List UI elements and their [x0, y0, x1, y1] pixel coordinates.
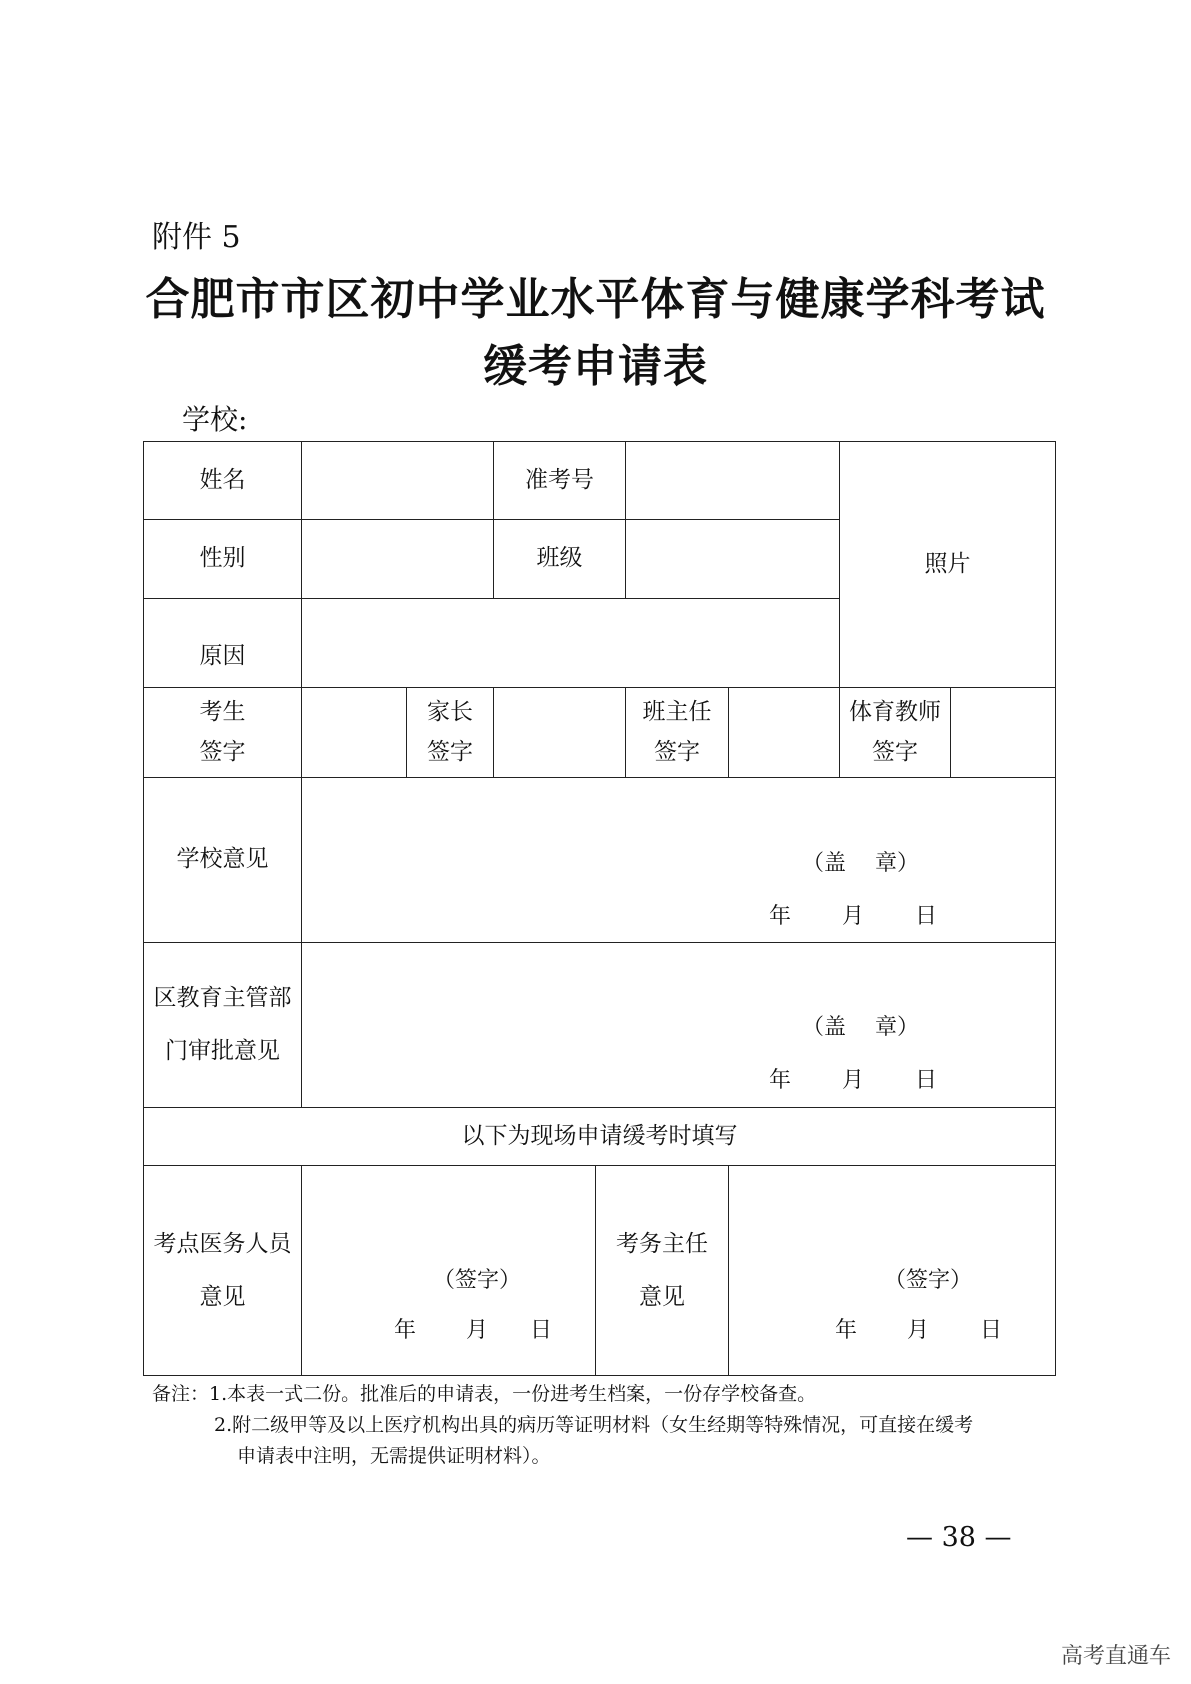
- medical-date-day: 日: [530, 1318, 553, 1343]
- gender-label: 性别: [143, 519, 302, 599]
- name-field[interactable]: [301, 441, 494, 520]
- name-label: 姓名: [143, 441, 302, 520]
- photo-box[interactable]: 照片: [839, 441, 1056, 688]
- district-date-month: 月: [842, 1068, 865, 1093]
- watermark: 高考直通车: [1060, 1644, 1171, 1669]
- school-date-month: 月: [842, 904, 865, 929]
- school-opinion-field[interactable]: [301, 777, 1056, 943]
- medical-sign-text: （签字）: [433, 1268, 522, 1293]
- teacher-sign-label: 班主任 签字: [625, 687, 729, 778]
- district-opinion-field[interactable]: [301, 942, 1056, 1108]
- district-date-year: 年: [769, 1068, 792, 1093]
- pe-teacher-sign-label: 体育教师 签字: [839, 687, 951, 778]
- student-sign-label: 考生 签字: [143, 687, 302, 778]
- teacher-sign-field[interactable]: [728, 687, 840, 778]
- note-2-continued: 申请表中注明，无需提供证明材料）。: [237, 1445, 551, 1467]
- medical-date-year: 年: [394, 1318, 417, 1343]
- page-title: 合肥市市区初中学业水平体育与健康学科考试: [145, 274, 1046, 325]
- page-subtitle: 缓考申请表: [483, 341, 708, 392]
- class-field[interactable]: [625, 519, 840, 599]
- notes: [152, 1379, 973, 1472]
- school-date-year: 年: [769, 904, 792, 929]
- district-date-day: 日: [915, 1068, 938, 1093]
- medical-opinion-label: 考点医务人员 意见: [143, 1165, 302, 1376]
- page-number: — 38 —: [906, 1522, 1012, 1553]
- class-label: 班级: [493, 519, 626, 599]
- application-form: [143, 441, 1056, 1376]
- parent-sign-field[interactable]: [493, 687, 626, 778]
- exam-number-field[interactable]: [625, 441, 840, 520]
- exam-director-field[interactable]: [728, 1165, 1056, 1376]
- district-stamp-text: （盖 章）: [802, 1015, 919, 1040]
- student-sign-field[interactable]: [301, 687, 407, 778]
- school-stamp-text: （盖 章）: [802, 851, 919, 876]
- medical-date-month: 月: [466, 1318, 489, 1343]
- school-label: 学校:: [182, 403, 248, 436]
- school-opinion-label: 学校意见: [143, 777, 302, 943]
- director-date-month: 月: [907, 1318, 930, 1343]
- director-sign-text: （签字）: [884, 1268, 973, 1293]
- note-2: 2.附二级甲等及以上医疗机构出具的病历等证明材料（女生经期等特殊情况，可直接在缓考: [214, 1414, 974, 1436]
- onsite-section-header: 以下为现场申请缓考时填写: [143, 1107, 1056, 1166]
- note-1: 备注：1.本表一式二份。批准后的申请表，一份进考生档案，一份存学校备查。: [152, 1383, 817, 1405]
- director-date-day: 日: [980, 1318, 1003, 1343]
- school-date-day: 日: [915, 904, 938, 929]
- director-date-year: 年: [835, 1318, 858, 1343]
- district-opinion-label: 区教育主管部 门审批意见: [143, 942, 302, 1108]
- medical-opinion-field[interactable]: [301, 1165, 596, 1376]
- reason-field[interactable]: [301, 598, 840, 688]
- exam-director-label: 考务主任 意见: [595, 1165, 729, 1376]
- pe-teacher-sign-field[interactable]: [950, 687, 1056, 778]
- exam-number-label: 准考号: [493, 441, 626, 520]
- parent-sign-label: 家长 签字: [406, 687, 494, 778]
- gender-field[interactable]: [301, 519, 494, 599]
- attachment-label: 附件 5: [152, 220, 241, 255]
- reason-label: 原因: [143, 598, 302, 688]
